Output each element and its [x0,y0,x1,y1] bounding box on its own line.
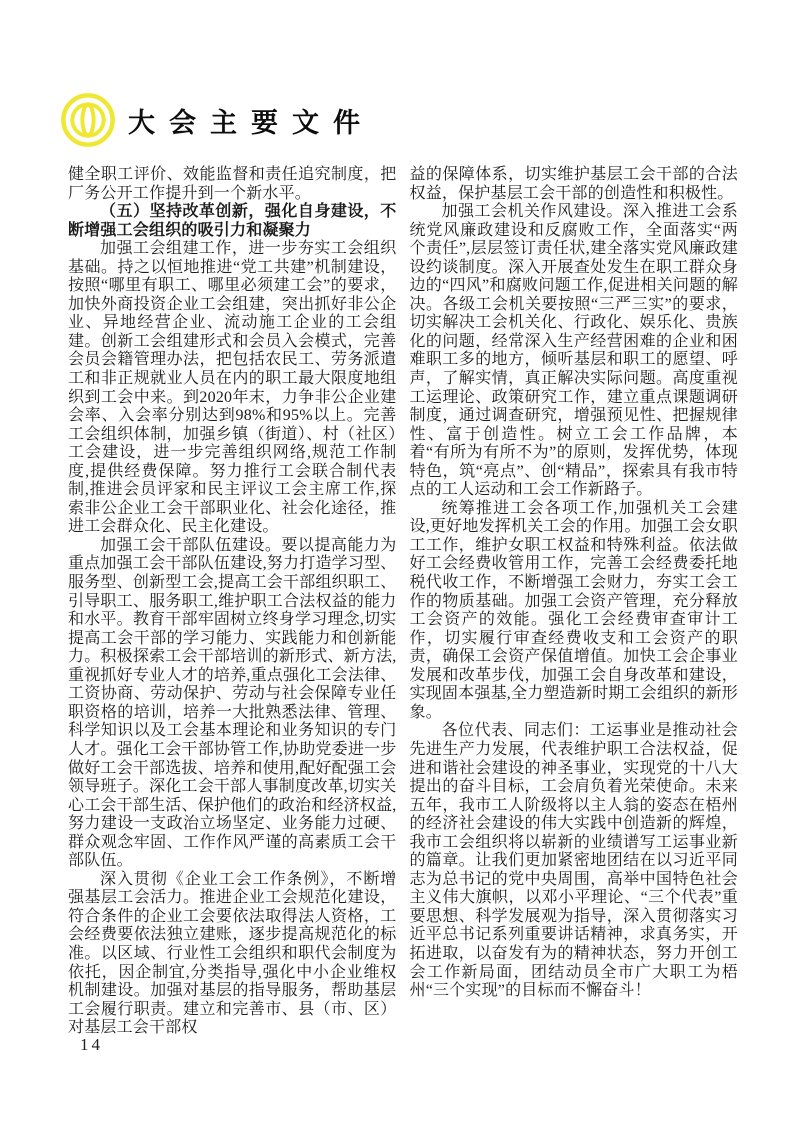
trade-union-emblem-icon [58,92,118,148]
page-header [58,92,374,148]
text-columns [68,166,738,1038]
paragraph: 各位代表、同志们：工运事业是推动社会先进生产力发展，代表维护职工合法权益，促进和谐社会建设的神圣事业，实现党的十八大提出的奋斗目标，工会肩负着光荣使命。未来五年，我市工人阶级将以主人翁的姿态在梧州的经济社会建设的伟大实践中创造新的辉煌，我市工会组织将以崭新的业绩谱写工运事业新的篇章。让我们更加紧密地团结在以习近平同志为总书记的党中央周围，高举中国特色社会主义伟大旗帜，以邓小平理论、“三个代表”重要思想、科学发展观为指导，深入贯彻落实习近平总书记系列重要讲话精神，求真务实，开拓进取，以奋发有为的精神状态，努力开创工会工作新局面，团结动员全市广大职工为梧州“三个实现”的目标而不懈奋斗！ [409,722,738,1000]
paragraph: 深入贯彻《企业工会工作条例》，不断增强基层工会活力。推进企业工会规范化建设，符合条件的企业工会要依法取得法人资格，工会经费要依法独立建账，逐步提高规范化的标准。以区域、行业性工会组织和职代会制度为依托，因企制宜,分类指导,强化中小企业维权机制建设。加强对基层的指导服务，帮助基层工会履行职责。建立和完善市、县（市、区）对基层工会干部权 [68,870,397,1037]
paragraph: 加强工会机关作风建设。深入推进工会系统党风廉政建设和反腐败工作，全面落实“两个责任”,层层签订责任状,建全落实党风廉政建设约谈制度。深入开展查处发生在职工群众身边的“四风”和腐败问题工作,促进相关问题的解决。各级工会机关要按照“三严三实”的要求，切实解决工会机关化、行政化、娱乐化、贵族化的问题，经常深入生产经营困难的企业和困难职工多的地方，倾听基层和职工的愿望、呼声，了解实情，真正解决实际问题。高度重视工运理论、政策研究工作，建立重点课题调研制度，通过调查研究，增强预见性、把握规律性、富于创造性。树立工会工作品牌，本着“有所为有所不为”的原则，发挥优势，体现特色，筑“亮点”、创“精品”，探索具有我市特点的工人运动和工会工作新路子。 [409,203,738,499]
page-title: 大会主要文件 [128,107,374,138]
section-heading: （五）坚持改革创新，强化自身建设，不断增强工会组织的吸引力和凝聚力 [68,203,397,239]
paragraph: 益的保障体系，切实维护基层工会干部的合法权益，保护基层工会干部的创造性和积极性。 [409,166,738,202]
paragraph: 健全职工评价、效能监督和责任追究制度，把厂务公开工作提升到一个新水平。 [68,166,397,202]
right-column [410,166,739,1038]
left-column [68,166,397,1038]
paragraph: 统筹推进工会各项工作,加强机关工会建设,更好地发挥机关工会的作用。加强工会女职工工作，维护女职工权益和特殊利益。依法做好工会经费收管用工作，完善工会经费委托地税代收工作，不断增强工会财力，夯实工会工作的物质基础。加强工会资产管理，充分释放工会资产的效能。强化工会经费审查审计工作，切实履行审查经费收支和工会资产的职责，确保工会资产保值增值。加快工会企事业发展和改革步伐，加强工会自身改革和建设，实现固本强基,全力塑造新时期工会组织的新形象。 [409,499,738,721]
paragraph: 加强工会组建工作，进一步夯实工会组织基础。持之以恒地推进“党工共建”机制建设，按照“哪里有职工、哪里必须建工会”的要求，加快外商投资企业工会组建，突出抓好非公企业、异地经营企业、流动施工企业的工会组建。创新工会组建形式和会员入会模式，完善会员会籍管理办法，把包括农民工、劳务派遣工和非正规就业人员在内的职工最大限度地组织到工会中来。到2020年末，力争非公企业建会率、入会率分别达到98%和95%以上。完善工会组织体制，加强乡镇（街道）、村（社区）工会建设，进一步完善组织网络,规范工作制度,提供经费保障。努力推行工会联合制代表制,推进会员评家和民主评议工会主席工作,探索非公企业工会干部职业化、社会化途径，推进工会群众化、民主化建设。 [68,240,397,536]
paragraph: 加强工会干部队伍建设。要以提高能力为重点加强工会干部队伍建设,努力打造学习型、服务型、创新型工会,提高工会干部组织职工、引导职工、服务职工,维护职工合法权益的能力和水平。教育干部牢固树立终身学习理念,切实提高工会干部的学习能力、实践能力和创新能力。积极探索工会干部培训的新形式、新方法,重视抓好专业人才的培养,重点强化工会法律、工资协商、劳动保护、劳动与社会保障专业任职资格的培训，培养一大批熟悉法律、管理、科学知识以及工会基本理论和业务知识的专门人才。强化工会干部协管工作,协助党委进一步做好工会干部选拔、培养和使用,配好配强工会领导班子。深化工会干部人事制度改革,切实关心工会干部生活、保护他们的政治和经济权益,努力建设一支政治立场坚定、业务能力过硬、群众观念牢固、工作作风严谨的高素质工会干部队伍。 [68,536,397,870]
page-number: 14 [80,1035,103,1054]
